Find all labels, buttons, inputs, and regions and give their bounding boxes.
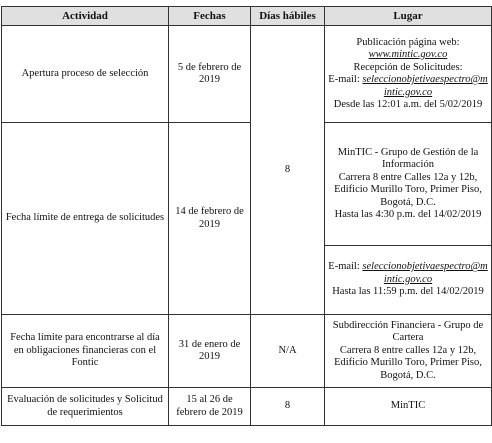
table-row [2, 315, 492, 388]
header-dias-habiles: Días hábiles [251, 7, 325, 26]
cell-lugar: Publicación página web: www.mintic.gov.co Recepción de Solicitudes: E-mail: seleccionobjetivaespectro@mintic.gov.co Desde las 12:01 a.m. del 5/02/2019 [325, 26, 492, 123]
header-row [2, 7, 492, 26]
cell-fechas: 5 de febrero de 2019 [169, 26, 251, 123]
cell-lugar: Subdirección Financiera - Grupo de Cartera Carrera 8 entre calles 12a y 12b, Edificio Murillo Toro, Primer Piso, Bogotá, D.C. [325, 315, 492, 388]
cell-actividad: Apertura proceso de selección [2, 26, 169, 123]
cell-actividad: Fecha límite de entrega de solicitudes [2, 123, 169, 315]
cell-lugar: MinTIC - Grupo de Gestión de la Información Carrera 8 entre Calles 12a y 12b, Edificio Murillo Toro, Primer Piso, Bogotá, D.C. Hasta las 4:30 p.m. del 14/02/2019 [325, 123, 492, 246]
website-link[interactable]: www.mintic.gov.co [368, 49, 448, 60]
table-row [2, 388, 492, 426]
email-link[interactable]: seleccionobjetivaespectro@mintic.gov.co [362, 261, 488, 285]
cell-fechas: 15 al 26 de febrero de 2019 [169, 388, 251, 426]
table-row [2, 26, 492, 123]
email-link[interactable]: seleccionobjetivaespectro@mintic.gov.co [362, 74, 488, 98]
cell-dias-habiles: 8 [251, 26, 325, 315]
cell-lugar: MinTIC [325, 388, 492, 426]
cell-fechas: 31 de enero de 2019 [169, 315, 251, 388]
cell-dias-habiles: N/A [251, 315, 325, 388]
cell-lugar: E-mail: seleccionobjetivaespectro@mintic.gov.co Hasta las 11:59 p.m. del 14/02/2019 [325, 246, 492, 315]
cell-dias-habiles: 8 [251, 388, 325, 426]
header-fechas: Fechas [169, 7, 251, 26]
header-lugar: Lugar [325, 7, 492, 26]
cell-actividad: Evaluación de solicitudes y Solicitud de requerimientos [2, 388, 169, 426]
cell-actividad: Fecha límite para encontrarse al día en obligaciones financieras con el Fontic [2, 315, 169, 388]
header-actividad: Actividad [2, 7, 169, 26]
cell-fechas: 14 de febrero de 2019 [169, 123, 251, 315]
schedule-table [1, 6, 492, 426]
table-row [2, 123, 492, 246]
